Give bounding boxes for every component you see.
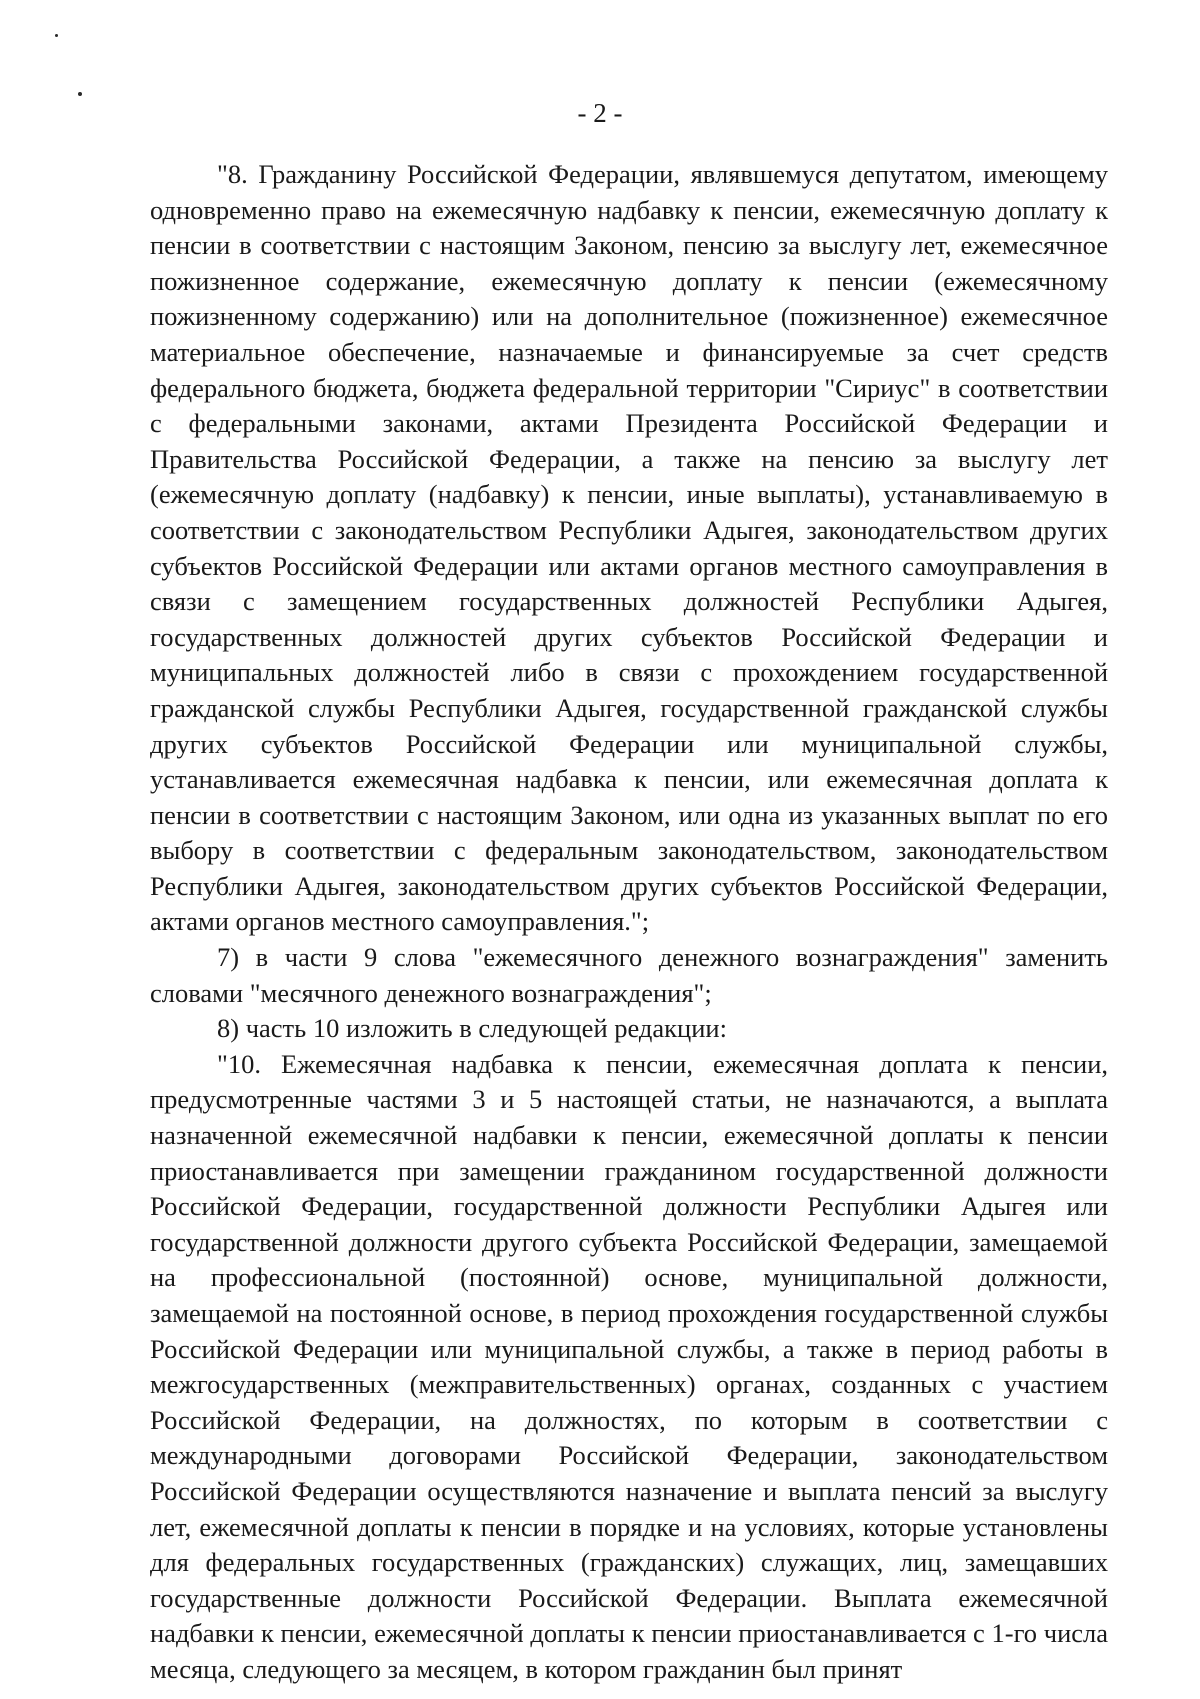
paragraph-8: "8. Гражданину Российской Федерации, являвшемуся депутатом, имеющему одновременно право на ежемесячную надбавку к пенсии, ежемесячную доплату к пенсии в соответствии с настоящим Законом, пенсию за выслугу лет, ежемесячное пожизненное содержание, ежемесячную доплату к пенсии (ежемесячному пожизненному содержанию) или на дополнительное (пожизненное) ежемесячное материальное обеспечение, назначаемые и финансируемые за счет средств федерального бюджета, бюджета федеральной территории "Сириус" в соответствии с федеральными законами, актами Президента Российской Федерации и Правительства Российской Федерации, а также на пенсию за выслугу лет (ежемесячную доплату (надбавку) к пенсии, иные выплаты), устанавливаемую в соответствии с законодательством Республики Адыгея, законодательством других субъектов Российской Федерации или актами органов местного самоуправления в связи с замещением государственных должностей Республики Адыгея, государственных должностей других субъектов Российской Федерации и муниципальных должностей либо в связи с прохождением государственной гражданской службы Республики Адыгея, государственной гражданской службы других субъектов Российской Федерации или муниципальной службы, устанавливается ежемесячная надбавка к пенсии, или ежемесячная доплата к пенсии в соответствии с настоящим Законом, или одна из указанных выплат по его выбору в соответствии с федеральным законодательством, законодательством Республики Адыгея, законодательством других субъектов Российской Федерации, актами органов местного самоуправления."; <box>150 159 1108 937</box>
paragraph-10: "10. Ежемесячная надбавка к пенсии, ежемесячная доплата к пенсии, предусмотренные частями 3 и 5 настоящей статьи, не назначаются, а выплата назначенной ежемесячной надбавки к пенсии, ежемесячной доплаты к пенсии приостанавливается при замещении гражданином государственной должности Российской Федерации, государственной должности Республики Адыгея или государственной должности другого субъекта Российской Федерации, замещаемой на профессиональной (постоянной) основе, муниципальной должности, замещаемой на постоянной основе, в период прохождения государственной службы Российской Федерации или муниципальной службы, а также в период работы в межгосударственных (межправительственных) органах, созданных с участием Российской Федерации, на должностях, по которым в соответствии с международными договорами Российской Федерации, законодательством Российской Федерации осуществляются назначение и выплата пенсий за выслугу лет, ежемесячной доплаты к пенсии в порядке и на условиях, которые установлены для федеральных государственных (гражданских) служащих, лиц, замещавших государственные должности Российской Федерации. Выплата ежемесячной надбавки к пенсии, ежемесячной доплаты к пенсии приостанавливается с 1-го числа месяца, следующего за месяцем, в котором гражданин был принят <box>150 1048 1108 1684</box>
document-body <box>150 157 1108 1688</box>
page-number: - 2 - <box>577 98 623 128</box>
paragraph-item-8: 8) часть 10 изложить в следующей редакции: <box>217 1013 727 1044</box>
scan-speck <box>78 92 82 96</box>
paragraph-item-7: 7) в части 9 слова "ежемесячного денежного вознаграждения" заменить словами "месячного денежного вознаграждения"; <box>150 942 1108 1008</box>
scan-speck <box>55 34 58 37</box>
